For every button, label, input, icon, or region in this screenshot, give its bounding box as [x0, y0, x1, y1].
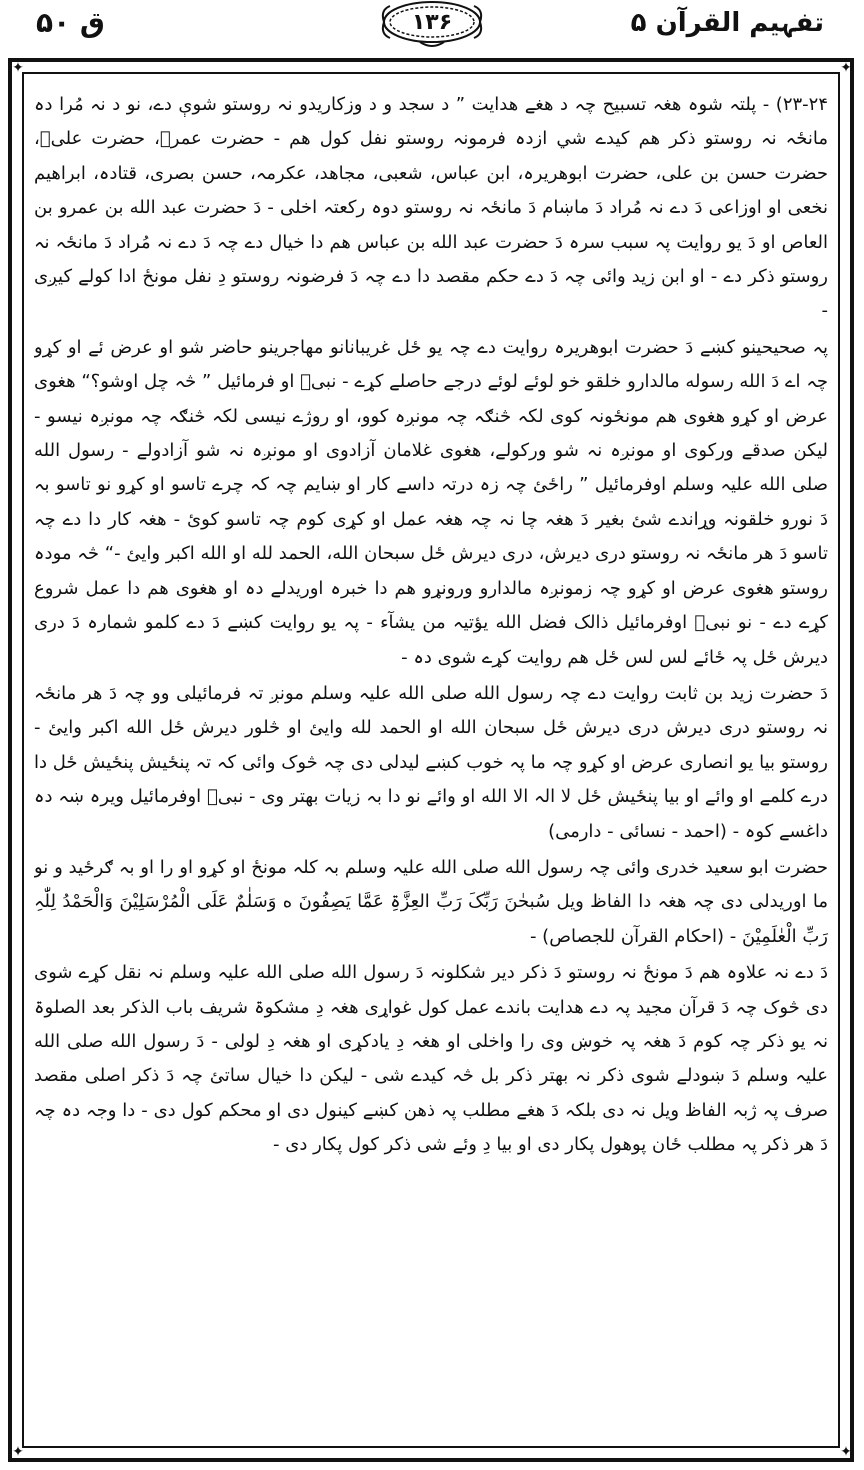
paragraph-conclusion: دَ دے نہ علاوہ هم دَ مونځ نہ روستو دَ ذکر دیر شکلونہ دَ رسول الله صلی الله علیہ وسلم نہ نقل کړے شوی دی څوک چہ دَ قرآن مجید پہ دے هدایت باندے عمل کول غواړی هغہ دِ مشکوۃ شریف باب الذکر بعد الصلوۃ نہ یو ذکر چہ کوم دَ هغہ پہ خوښ وی را واخلی او هغہ دِ یادکړی او هغہ دِ لولی - دَ رسول الله صلی الله علیہ وسلم دَ ښودلے شوی ذکر نہ بهتر ذکر بل څہ کیدے شی - لیکن دا خیال ساتئ چہ دَ ذکر اصلی مقصد صرف پہ ژبہ الفاظ ویل نہ دی بلکہ دَ هغے مطلب پہ ذهن کښے کینول دی او محکم کول دی - دا وجہ دہ چہ دَ هر ذکر پہ مطلب ځان پوهول پکار دی او بیا دِ وئے شی ذکر کول پکار دی -	[34, 962, 828, 1156]
paragraph-hadith-abu-hurairah: پہ صحیحینو کښے دَ حضرت ابوھریرہ روایت دے چہ یو ځل غریبانانو مهاجرینو حاضر شو او عرض ئے او کړو چہ اے دَ الله رسوله مالدارو خلقو خو لوئے لوئے درجے حاصلے کړے - نبیؐ او فرمائیل ” څہ چل اوشو؟“ هغوی عرض او کړو هغوی هم مونځونہ کوی لکہ څنګہ چہ مونږہ کوو، او روژے نیسی لکہ څنګہ چہ مونږہ نیسو - لیکن صدقے ورکوی او مونږہ نہ شو ورکولے، هغوی غلامان آزادوی او مونږہ نہ شو آزادولے - رسول الله صلی الله علیہ وسلم اوفرمائیل ” راځئ چہ زہ درتہ داسے کار او ښایم چہ کہ چرے تاسو او کړو نو تاسو بہ دَ نورو خلقونہ وړاندے شئ بغیر دَ هغہ چا نہ چہ هغہ عمل او کړی کوم چہ تاسو کوئ - هغہ کار دا دے چہ تاسو دَ هر مانځہ نہ روستو دری دیرش، دری دیرش ځل سبحان الله، الحمد لله او الله اکبر وایئ -“ څہ مودہ روستو هغوی عرض او کړو چہ زمونږہ مالدارو ورونړو هم دا خبرہ اوریدلے دہ او هغوی هم دا عمل شروع کړے دے - نو نبیؐ اوفرمائیل ذالک فضل الله یؤتیہ من یشآء - پہ یو روایت کښے دَ دے کلمو شمارہ دَ دری دیرش ځل پہ ځائے لس لس ځل هم روایت کړے شوی دہ -	[34, 336, 828, 668]
paragraph-verse-commentary: ۲۳-۲۴) - پلتہ شوہ هغہ تسبیح چہ د هغے هدایت ” د سجد و د وزکاریدو نہ روستو شوې دے، نو د نہ مُرا دہ مانځہ نہ روستو ذکر هم کیدے شي ازدہ فرمونہ روستو نفل کول هم - حضرت عمرؓ، حضرت علیؓ، حضرت حسن بن علی، حضرت ابوھریرہ، ابن عباس، شعبی، مجاهد، عکرمہ، حسن بصری، قتادہ، ابراهیم نخعی او اوزاعی دَ دے نہ مُراد دَ ماښام دَ مانځہ نہ روستو دوہ رکعتہ اخلی - دَ حضرت عبد الله بن عمرو بن العاص او دَ یو روایت پہ سبب سرہ دَ حضرت عبد الله بن عباس هم دا خیال دے چہ دَ دے نہ مُراد دَ مانځہ نہ روستو ذکر دے - او ابن زید وائی چہ دَ دے حکم مقصد دا دے چہ دَ فرضونہ روستو دِ نفل مونځ ادا کولے کیږی -	[34, 94, 828, 322]
corner-ornament-icon: ✦	[12, 1444, 24, 1460]
page-number: ۱۳۶	[411, 10, 453, 35]
corner-ornament-icon: ✦	[840, 1444, 852, 1460]
page-header	[0, 0, 864, 58]
corner-ornament-icon: ✦	[12, 60, 24, 76]
commentary-text	[34, 88, 828, 1438]
surah-marker: ق ۵۰	[36, 6, 105, 39]
paragraph-hadith-zaid-bin-thabit: دَ حضرت زید بن ثابت روایت دے چہ رسول الله صلی الله علیہ وسلم مونږ تہ فرمائیلی وو چہ دَ هر مانځہ نہ روستو دری دیرش دری دیرش ځل سبحان الله او الحمد لله وایئ او څلور دیرش ځل الله اکبر وایئ - روستو بیا یو انصاری عرض او کړو چہ ما پہ خوب کښے لیدلی دی چہ څوک وائی کہ تہ پنځیش پنځیش ځل دا درے کلمے او وائے او بیا پنځیش ځل لا الہ الا الله او وائے نو دا بہ زیات بهتر وی - نبیؐ اوفرمائیل ویرہ ښہ دہ داغسے کوہ - (احمد - نسائی - دارمی)	[34, 682, 828, 842]
book-title: تفہیم القرآن ۵	[630, 8, 824, 38]
paragraph-hadith-abu-saeed: حضرت ابو سعید خدری وائی چہ رسول الله صلی الله علیہ وسلم بہ کلہ مونځ او کړو او را او بہ ګرځید و نو ما اوریدلی دی چہ هغہ دا الفاظ ویل سُبحٰنَ رَبِّکَ رَبِّ العِزَّۃِ عَمَّا یَصِفُونَ ه وَسَلٰمٌ عَلَی الْمُرْسَلِیْنَ وَالْحَمْدُ لِلّٰہِ رَبِّ الْعٰلَمِیْنَ - (احکام القرآن للجصاص) -	[34, 856, 828, 947]
corner-ornament-icon: ✦	[840, 60, 852, 76]
page-number-badge	[380, 0, 484, 52]
